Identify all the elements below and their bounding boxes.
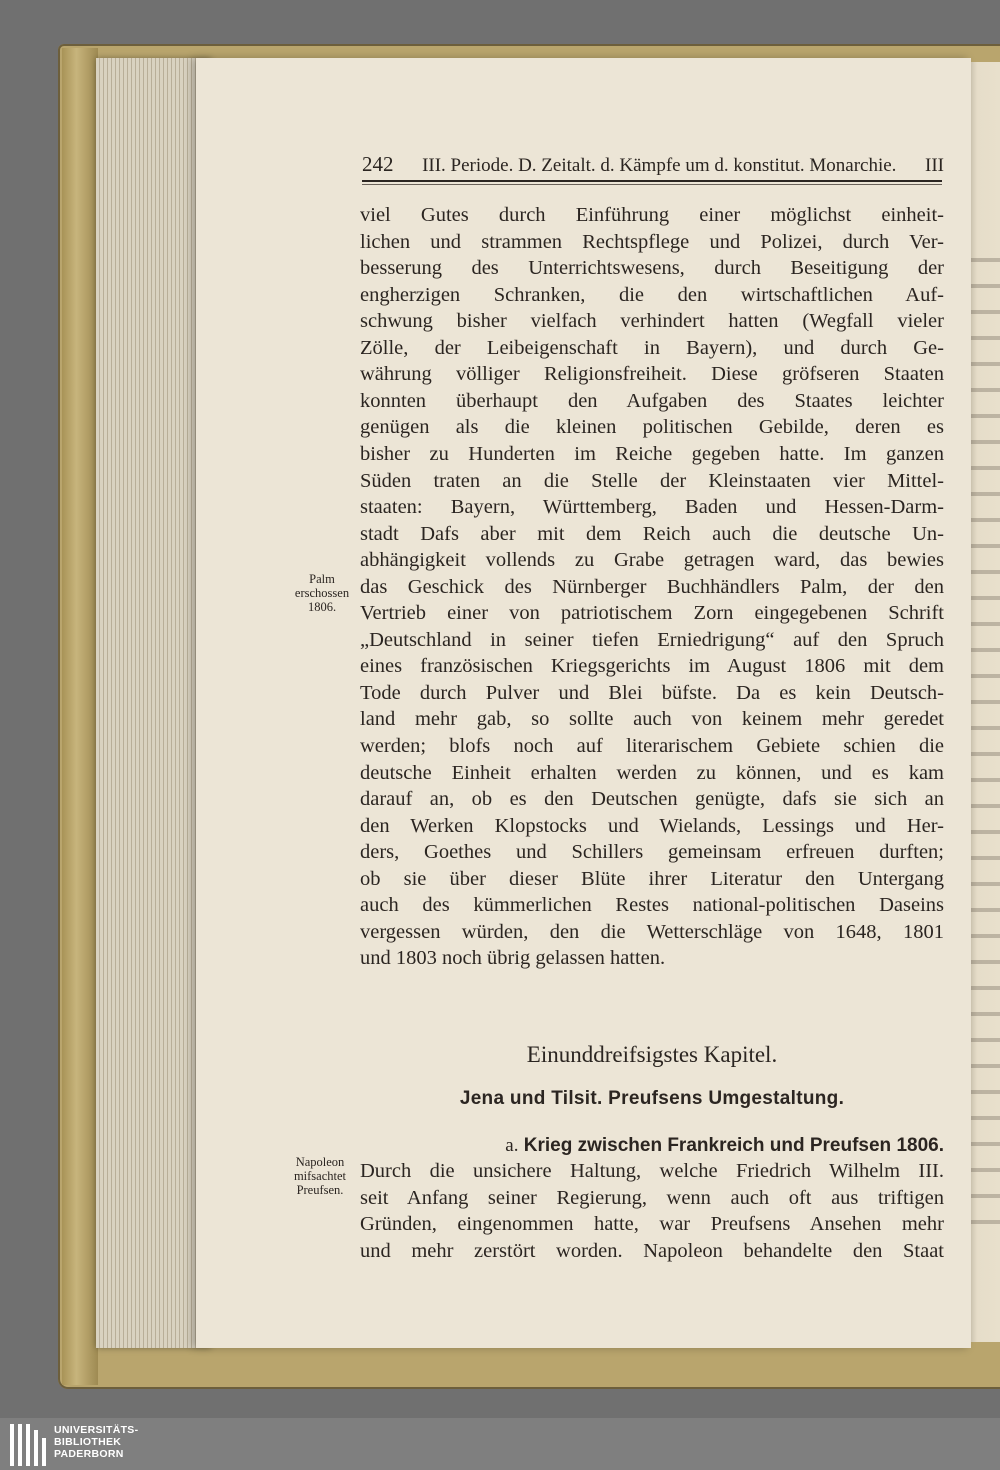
margin-note-line: Palm	[309, 572, 335, 586]
text-line: engherzigen Schranken, die den wirtschaftlichen Auf-	[360, 283, 944, 306]
text-line: das Geschick des Nürnberger Buchhändlers Palm, der den	[360, 575, 944, 598]
section-title: Krieg zwischen Frankreich und Preufsen 1806.	[523, 1135, 944, 1156]
section-marker: III	[925, 155, 944, 176]
library-name-line: UNIVERSITÄTS-	[54, 1424, 139, 1436]
text-line: bisher zu Hunderten im Reiche gegeben hatte. Im ganzen	[360, 442, 944, 465]
text-line: vergessen würden, den die Wetterschläge von 1648, 1801	[360, 920, 944, 943]
text-line: genügen als die kleinen politischen Gebilde, deren es	[360, 416, 944, 439]
text-line: Gründen, eingenommen hatte, war Preufsens Ansehen mehr	[360, 1213, 944, 1235]
text-line: werden; blofs noch auf literarischem Gebiete schien die	[360, 735, 944, 757]
page-edges	[96, 58, 211, 1348]
margin-note-line: 1806.	[307, 600, 337, 614]
text-line: besserung des Unterrichtswesens, durch Beseitigung der	[360, 257, 944, 280]
header-rule	[362, 180, 942, 182]
library-name-line: PADERBORN	[54, 1448, 124, 1460]
text-line: lichen und strammen Rechtspflege und Polizei, durch Ver-	[360, 230, 944, 253]
header-rule-thin	[362, 184, 942, 185]
page-number: 242	[362, 152, 394, 176]
text-line: seit Anfang seiner Regierung, wenn auch oft aus triftigen	[360, 1186, 944, 1209]
text-line: Süden traten an die Stelle der Kleinstaaten vier Mittel-	[360, 469, 944, 492]
text-line: Vertrieb einer von patriotischem Zorn eingegebenen Schrift	[360, 602, 944, 625]
margin-note-palm	[286, 572, 358, 614]
margin-note-line: Preufsen.	[296, 1183, 344, 1197]
text-line: ob sie über dieser Blüte ihrer Literatur den Untergang	[360, 867, 944, 890]
text-line: abhängigkeit vollends zu Grabe getragen ward, das bewies	[360, 549, 944, 572]
chapter-subtitle: Jena und Tilsit. Preufsens Umgestaltung.	[459, 1088, 845, 1109]
text-line: Zölle, der Leibeigenschaft in Bayern), und durch Ge-	[360, 336, 944, 359]
running-title: III. Periode. D. Zeitalt. d. Kämpfe um d. konstitut. Monarchie.	[422, 155, 897, 176]
text-line: Durch die unsichere Haltung, welche Friedrich Wilhelm III.	[360, 1160, 944, 1182]
section-heading	[400, 1135, 944, 1157]
text-line: und 1803 noch übrig gelassen hatten.	[360, 947, 666, 970]
footer-bar	[0, 1418, 1000, 1470]
text-line: ders, Goethes und Schillers gemeinsam erfreuen durften;	[360, 841, 944, 864]
text-line: darauf an, ob es den Deutschen genügte, dafs sie sich an	[360, 788, 944, 811]
library-name	[54, 1424, 138, 1460]
margin-note-line: Napoleon	[295, 1155, 345, 1169]
library-name-line: BIBLIOTHEK	[54, 1436, 122, 1448]
text-line: viel Gutes durch Einführung einer möglichst einheit-	[360, 204, 944, 226]
text-line: stadt Dafs aber mit dem Reich auch die deutsche Un-	[360, 522, 944, 545]
section-prefix: a.	[505, 1135, 519, 1156]
facing-page-text-shadow	[970, 240, 1000, 1240]
text-line: auch des kümmerlichen Restes national-politischen Daseins	[360, 894, 944, 917]
running-header	[362, 152, 944, 178]
text-line: eines französischen Kriegsgerichts im August 1806 mit dem	[360, 655, 944, 678]
text-line: währung völliger Religionsfreiheit. Diese gröfseren Staaten	[360, 363, 944, 386]
text-line: und mehr zerstört worden. Napoleon behandelte den Staat	[360, 1239, 944, 1262]
margin-note-napoleon	[284, 1155, 356, 1197]
text-line: konnten überhaupt den Aufgaben des Staates leichter	[360, 389, 944, 412]
text-line: staaten: Bayern, Württemberg, Baden und Hessen-Darm-	[360, 496, 944, 519]
text-line: „Deutschland in seiner tiefen Erniedrigung“ auf den Spruch	[360, 628, 944, 651]
chapter-title: Einunddreifsigstes Kapitel.	[526, 1042, 778, 1067]
margin-note-line: mifsachtet	[293, 1169, 347, 1183]
text-line: Tode durch Pulver und Blei büfste. Da es kein Deutsch-	[360, 681, 944, 704]
text-line: schwung bisher vielfach verhindert hatten (Wegfall vieler	[360, 310, 944, 333]
margin-note-line: erschossen	[294, 586, 350, 600]
book-cover-edge	[62, 48, 98, 1385]
text-line: deutsche Einheit erhalten werden zu können, und es kam	[360, 761, 944, 784]
text-line: land mehr gab, so sollte auch von keinem mehr geredet	[360, 708, 944, 731]
library-logo-icon	[10, 1424, 46, 1466]
text-line: den Werken Klopstocks und Wielands, Lessings und Her-	[360, 814, 944, 837]
